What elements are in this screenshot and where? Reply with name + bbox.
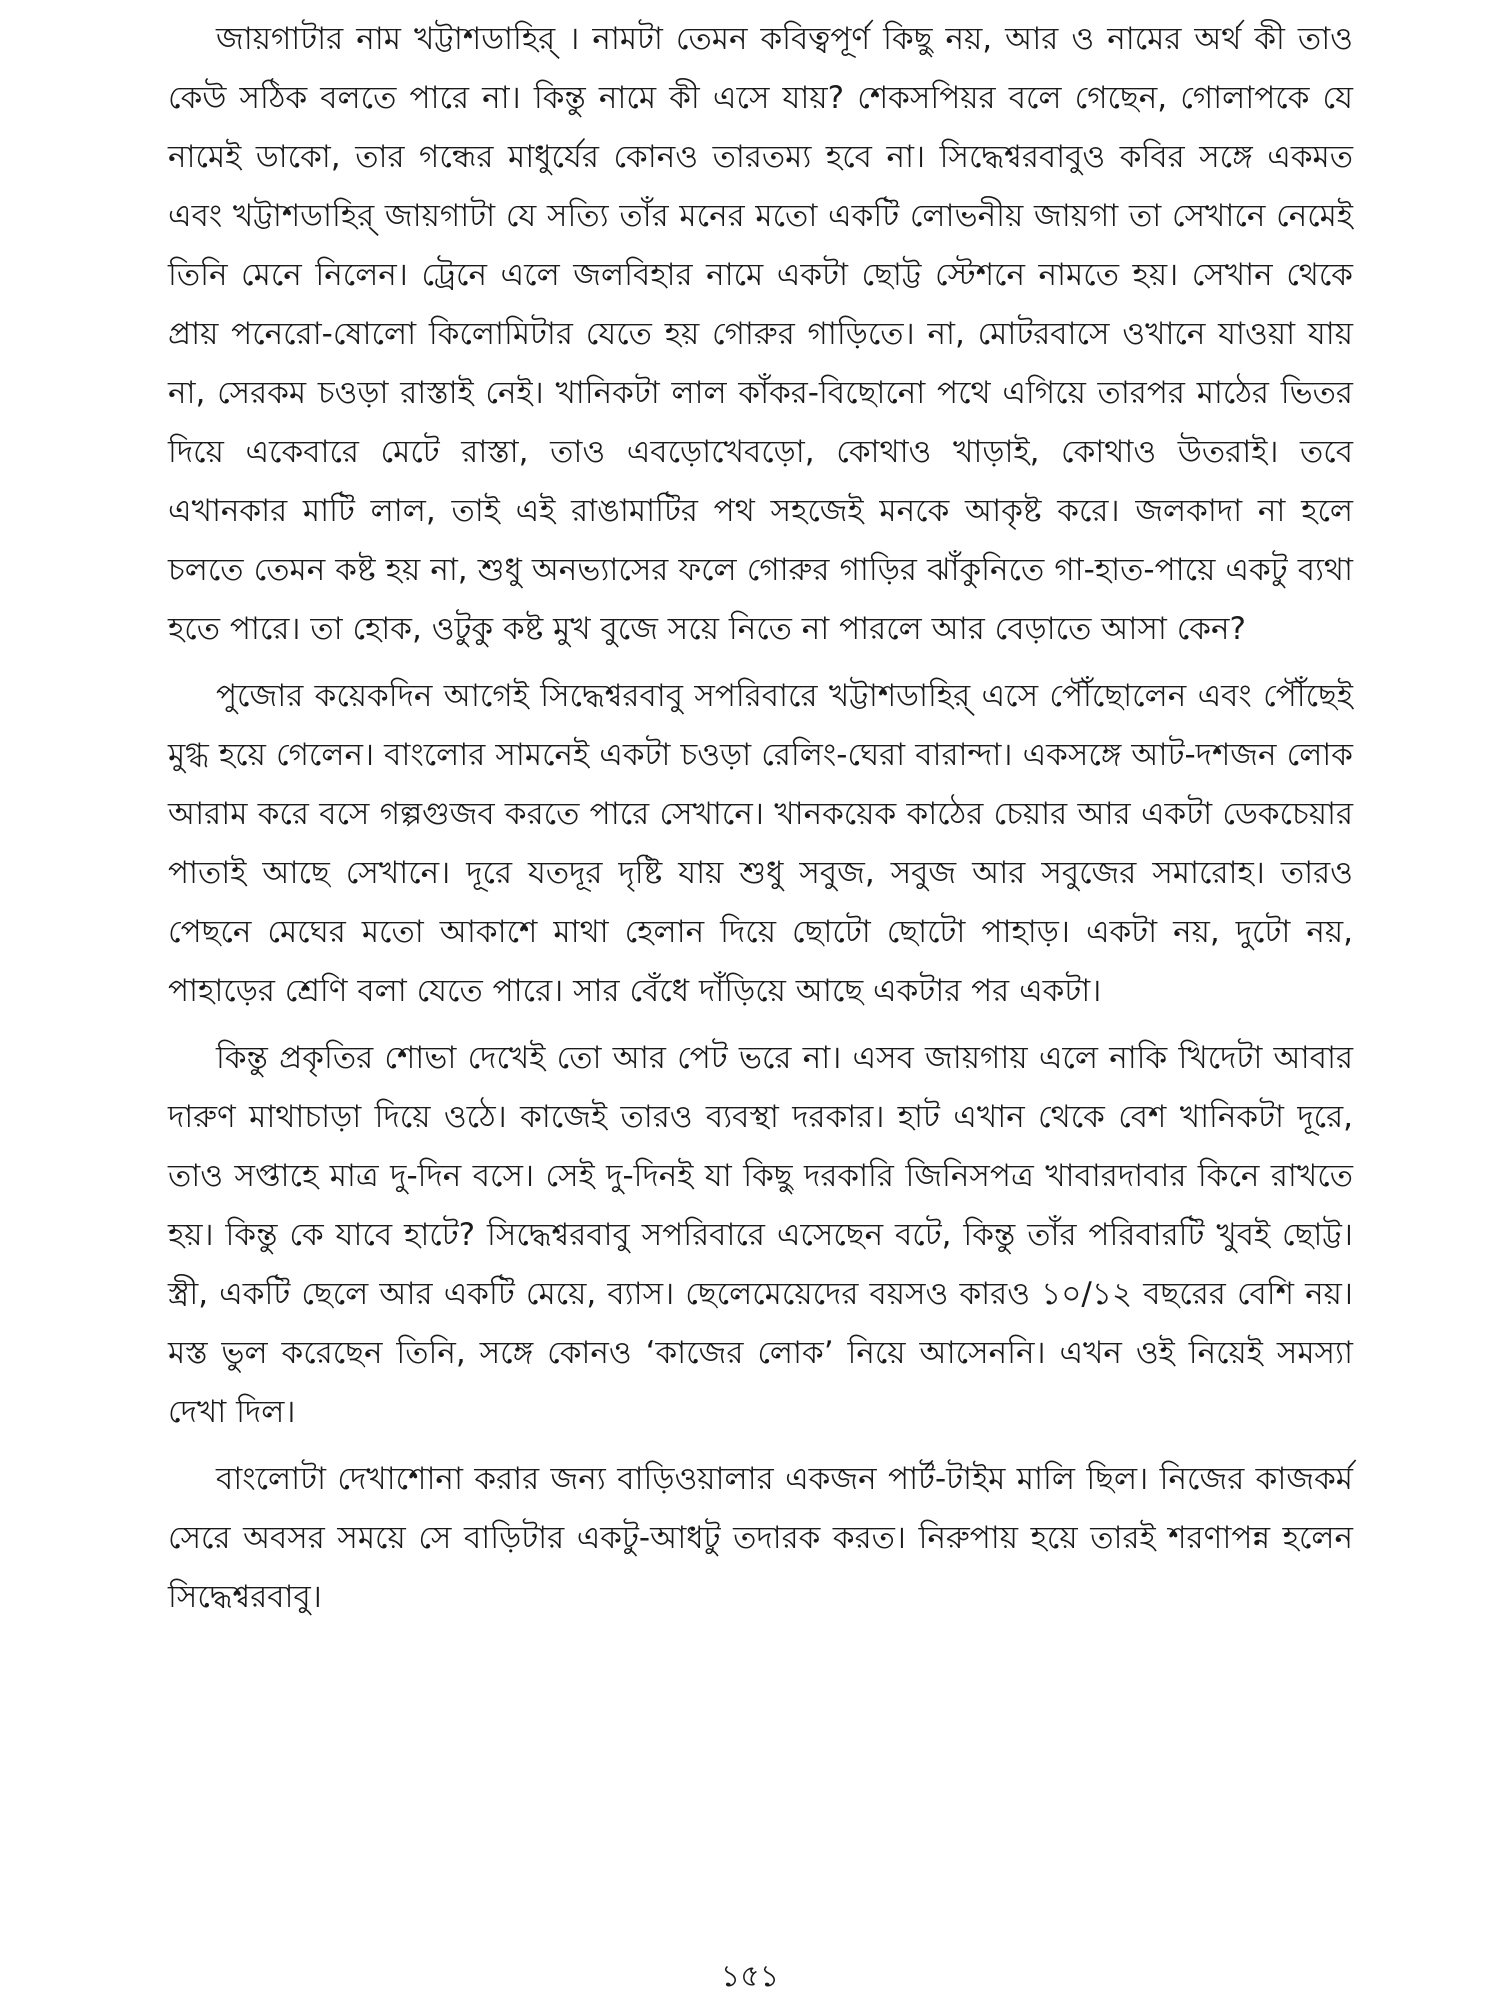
- paragraph-1: জায়গাটার নাম খট্টাশডাহির্ । নামটা তেমন কবিত্বপূর্ণ কিছু নয়, আর ও নামের অর্থ কী তাও কেউ সঠিক বলতে পারে না। কিন্তু নামে কী এসে যায়? শেকসপিয়র বলে গেছেন, গোলাপকে যে নামেই ডাকো, তার গন্ধের মাধুর্যের কোনও তারতম্য হবে না। সিদ্ধেশ্বরবাবুও কবির সঙ্গে একমত এবং খট্টাশডাহির্ জায়গাটা যে সত্যি তাঁর মনের মতো একটি লোভনীয় জায়গা তা সেখানে নেমেই তিনি মেনে নিলেন। ট্রেনে এলে জলবিহার নামে একটা ছোট্ট স্টেশনে নামতে হয়। সেখান থেকে প্রায় পনেরো-ষোলো কিলোমিটার যেতে হয় গোরুর গাড়িতে। না, মোটরবাসে ওখানে যাওয়া যায় না, সেরকম চওড়া রাস্তাই নেই। খানিকটা লাল কাঁকর-বিছোনো পথে এগিয়ে তারপর মাঠের ভিতর দিয়ে একেবারে মেটে রাস্তা, তাও এবড়োখেবড়ো, কোথাও খাড়াই, কোথাও উতরাই। তবে এখানকার মাটি লাল, তাই এই রাঙামাটির পথ সহজেই মনকে আকৃষ্ট করে। জলকাদা না হলে চলতে তেমন কষ্ট হয় না, শুধু অনভ্যাসের ফলে গোরুর গাড়ির ঝাঁকুনিতে গা-হাত-পায়ে একটু ব্যথা হতে পারে। তা হোক, ওটুকু কষ্ট মুখ বুজে সয়ে নিতে না পারলে আর বেড়াতে আসা কেন?: [168, 21, 1353, 647]
- paragraph-2: পুজোর কয়েকদিন আগেই সিদ্ধেশ্বরবাবু সপরিবারে খট্টাশডাহির্ এসে পৌঁছোলেন এবং পৌঁছেই মুগ্ধ হয়ে গেলেন। বাংলোর সামনেই একটা চওড়া রেলিং-ঘেরা বারান্দা। একসঙ্গে আট-দশজন লোক আরাম করে বসে গল্পগুজব করতে পারে সেখানে। খানকয়েক কাঠের চেয়ার আর একটা ডেকচেয়ার পাতাই আছে সেখানে। দূরে যতদূর দৃষ্টি যায় শুধু সবুজ, সবুজ আর সবুজের সমারোহ। তারও পেছনে মেঘের মতো আকাশে মাথা হেলান দিয়ে ছোটো ছোটো পাহাড়। একটা নয়, দুটো নয়, পাহাড়ের শ্রেণি বলা যেতে পারে। সার বেঁধে দাঁড়িয়ে আছে একটার পর একটা।: [168, 678, 1353, 1009]
- page-number: ১৫১: [720, 1959, 780, 1994]
- paragraph-3: কিন্তু প্রকৃতির শোভা দেখেই তো আর পেট ভরে না। এসব জায়গায় এলে নাকি খিদেটা আবার দারুণ মাথাচাড়া দিয়ে ওঠে। কাজেই তারও ব্যবস্থা দরকার। হাট এখান থেকে বেশ খানিকটা দূরে, তাও সপ্তাহে মাত্র দু-দিন বসে। সেই দু-দিনই যা কিছু দরকারি জিনিসপত্র খাবারদাবার কিনে রাখতে হয়। কিন্তু কে যাবে হাটে? সিদ্ধেশ্বরবাবু সপরিবারে এসেছেন বটে, কিন্তু তাঁর পরিবারটি খুবই ছোট্ট। স্ত্রী, একটি ছেলে আর একটি মেয়ে, ব্যাস। ছেলেমেয়েদের বয়সও কারও ১০/১২ বছরের বেশি নয়। মস্ত ভুল করেছেন তিনি, সঙ্গে কোনও ‘কাজের লোক’ নিয়ে আসেননি। এখন ওই নিয়েই সমস্যা দেখা দিল।: [168, 1040, 1353, 1430]
- paragraph-4: বাংলোটা দেখাশোনা করার জন্য বাড়িওয়ালার একজন পার্ট-টাইম মালি ছিল। নিজের কাজকর্ম সেরে অবসর সময়ে সে বাড়িটার একটু-আধটু তদারক করত। নিরুপায় হয়ে তারই শরণাপন্ন হলেন সিদ্ধেশ্বরবাবু।: [168, 1461, 1353, 1615]
- body-text: [168, 10, 1353, 1627]
